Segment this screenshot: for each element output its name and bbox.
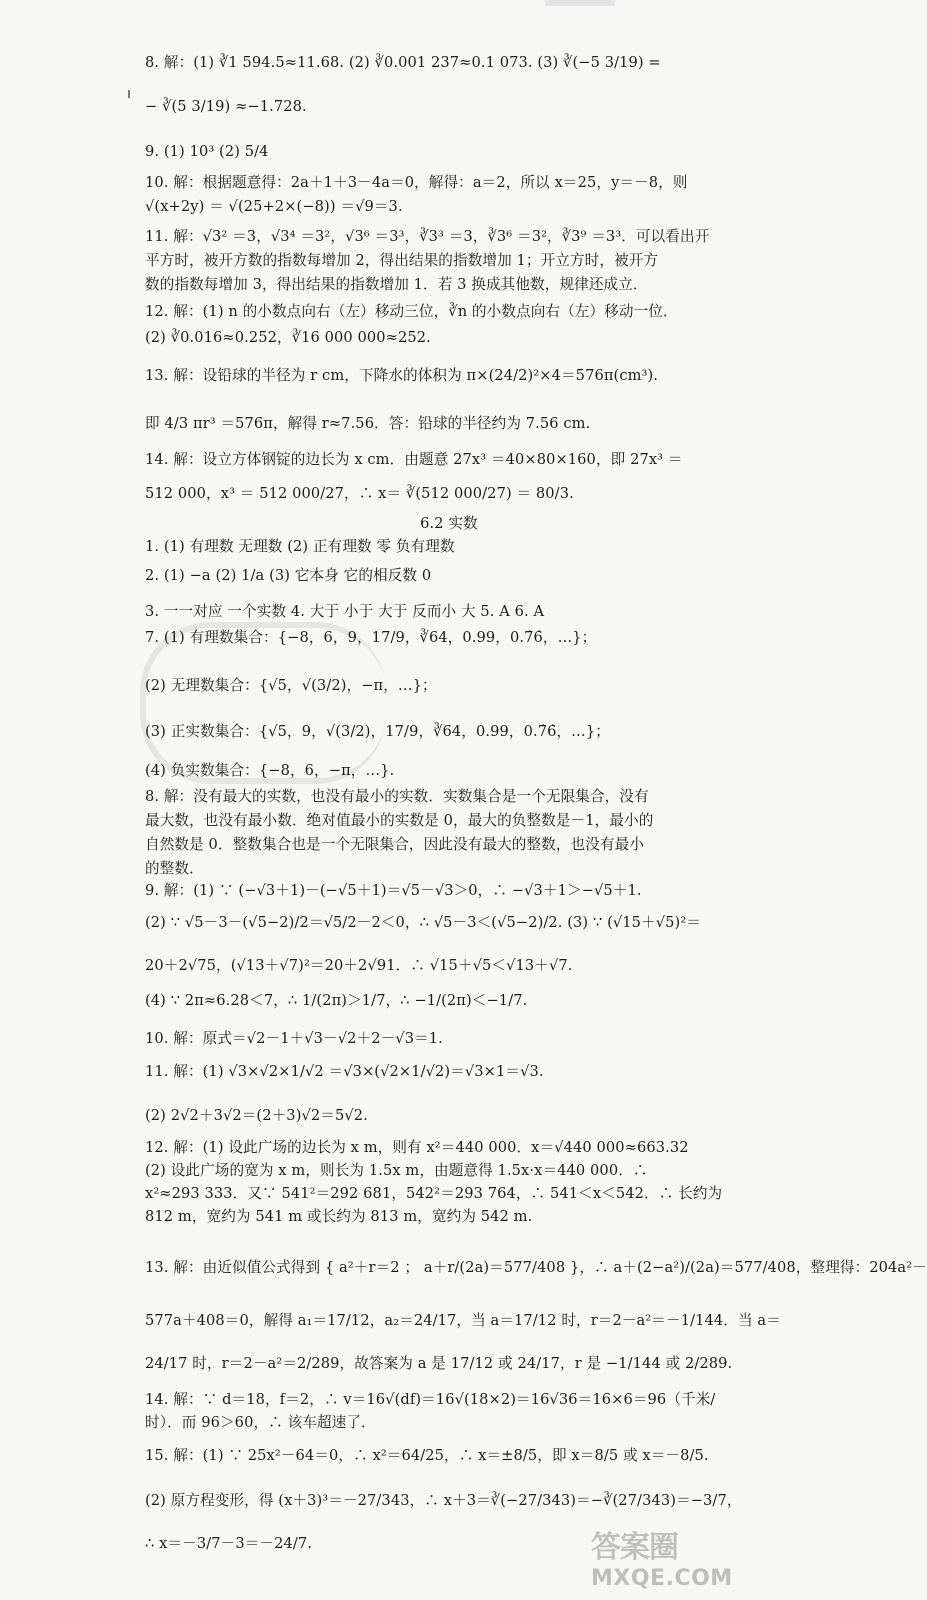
answer-line: 即 4/3 πr³ ＝576π，解得 r≈7.56．答：铅球的半径约为 7.56 cm. xyxy=(145,415,591,432)
answer-line: 577a＋408＝0，解得 a₁＝17/12，a₂＝24/17，当 a＝17/12 时，r＝2－a²＝－1/144．当 a＝ xyxy=(145,1312,781,1329)
answer-line: 的整数． xyxy=(145,860,204,877)
answer-line: √(x+2y) ＝ √(25+2×(−8)) ＝√9＝3. xyxy=(145,198,403,215)
answer-line: x²≈293 333．又∵ 541²＝292 681，542²＝293 764，∴ 541＜x＜542．∴ 长约为 xyxy=(145,1185,723,1202)
answer-line: 20＋2√75，(√13＋√7)²＝20＋2√91．∴ √15＋√5＜√13＋√7. xyxy=(145,957,573,974)
answer-line: 11. 解：(1) √3×√2×1/√2 ＝√3×(√2×1/√2)＝√3×1＝√3. xyxy=(145,1063,544,1080)
answer-line: 12. 解：(1) 设此广场的边长为 x m，则有 x²＝440 000．x＝√440 000≈663.32 xyxy=(145,1139,689,1156)
answer-line: 14. 解：∵ d＝18，f＝2，∴ v＝16√(df)＝16√(18×2)＝16√36＝16×6＝96（千米/ xyxy=(145,1391,716,1408)
answer-line: 时）．而 96＞60，∴ 该车超速了． xyxy=(145,1414,376,1431)
answer-line: 14. 解：设立方体钢锭的边长为 x cm．由题意 27x³ ＝40×80×160，即 27x³ ＝ xyxy=(145,451,683,468)
answer-line: 9. 解：(1) ∵ (−√3＋1)－(−√5＋1)＝√5－√3＞0，∴ −√3＋1＞−√5＋1. xyxy=(145,882,642,899)
answer-line: 812 m，宽约为 541 m 或长约为 813 m，宽约为 542 m. xyxy=(145,1208,533,1225)
answer-line: ∴ x＝－3/7－3＝－24/7. xyxy=(145,1535,313,1552)
answer-line: 数的指数每增加 3，得出结果的指数增加 1．若 3 换成其他数，规律还成立． xyxy=(145,276,648,293)
answer-line: 8. 解：没有最大的实数，也没有最小的实数．实数集合是一个无限集合，没有 xyxy=(145,788,649,805)
scan-edge-mark xyxy=(545,0,615,6)
answer-line: 7. (1) 有理数集合：{−8，6，9，17/9，∛64，0.99，0.7̇6̇，…}； xyxy=(145,629,597,646)
answer-line: (4) 负实数集合：{−8，6，−π，…}. xyxy=(145,762,395,779)
section-heading: 6.2 实数 xyxy=(420,515,478,532)
answer-line: 13. 解：由近似值公式得到 { a²＋r＝2 ； a＋r/(2a)＝577/408 }，∴ a＋(2−a²)/(2a)＝577/408，整理得：204a²－ xyxy=(145,1259,927,1276)
answer-line: 24/17 时，r＝2－a²＝2/289，故答案为 a 是 17/12 或 24/17，r 是 −1/144 或 2/289. xyxy=(145,1355,733,1372)
answer-line: 8. 解：(1) ∛1 594.5≈11.68. (2) ∛0.001 237≈0.1 073. (3) ∛(−5 3/19) = xyxy=(145,54,661,71)
answer-line: − ∛(5 3/19) ≈−1.728. xyxy=(145,98,307,115)
answer-line: 15. 解：(1) ∵ 25x²－64＝0，∴ x²＝64/25，∴ x＝±8/5，即 x＝8/5 或 x＝－8/5. xyxy=(145,1447,709,1464)
answer-line: (2) ∛0.016≈0.252，∛16 000 000≈252. xyxy=(145,329,431,346)
site-watermark xyxy=(591,1522,761,1591)
answer-line: 512 000，x³ ＝ 512 000/27，∴ x＝ ∛(512 000/27) ＝ 80/3. xyxy=(145,485,574,502)
answer-line: 11. 解：√3² ＝3，√3⁴ ＝3²，√3⁶ ＝3³，∛3³ ＝3，∛3⁶ ＝3²，∛3⁹ ＝3³．可以看出开 xyxy=(145,228,710,245)
watermark-logo: 答案圈 xyxy=(591,1530,678,1565)
answer-line: 1. (1) 有理数 无理数 (2) 正有理数 零 负有理数 xyxy=(145,538,455,555)
watermark-url: MXQE.COM xyxy=(591,1566,733,1591)
answer-line: (2) ∵ √5－3－(√5−2)/2＝√5/2－2＜0，∴ √5－3＜(√5−2)/2. (3) ∵ (√15＋√5)²＝ xyxy=(145,914,701,931)
answer-line: (2) 原方程变形，得 (x＋3)³＝－27/343，∴ x＋3＝∛(−27/343)＝−∛(27/343)＝−3/7， xyxy=(145,1492,742,1509)
answer-line: 9. (1) 10³ (2) 5/4 xyxy=(145,143,269,160)
answer-line: 13. 解：设铅球的半径为 r cm，下降水的体积为 π×(24/2)²×4＝576π(cm³). xyxy=(145,367,659,384)
answer-line: (2) 设此广场的宽为 x m，则长为 1.5x m，由题意得 1.5x·x＝440 000．∴ xyxy=(145,1162,648,1179)
answer-line: 12. 解：(1) n 的小数点向右（左）移动三位，∛n 的小数点向右（左）移动一位． xyxy=(145,303,678,320)
answer-line: (3) 正实数集合：{√5，9，√(3/2)，17/9，∛64，0.99，0.7̇6̇，…}； xyxy=(145,723,610,740)
margin-mark xyxy=(128,90,130,98)
answer-line: (2) 无理数集合：{√5，√(3/2)，−π，…}； xyxy=(145,677,437,694)
answer-line: (4) ∵ 2π≈6.28＜7，∴ 1/(2π)＞1/7，∴ −1/(2π)＜−1/7. xyxy=(145,992,528,1009)
answer-line: 10. 解：根据题意得：2a＋1＋3－4a＝0，解得：a＝2，所以 x＝25，y＝－8，则 xyxy=(145,174,688,191)
answer-line: 2. (1) −a (2) 1/a (3) 它本身 它的相反数 0 xyxy=(145,567,432,584)
answer-line: 自然数是 0．整数集合也是一个无限集合，因此没有最大的整数，也没有最小 xyxy=(145,836,645,853)
answer-line: (2) 2√2＋3√2＝(2＋3)√2＝5√2. xyxy=(145,1107,368,1124)
answer-line: 最大数，也没有最小数．绝对值最小的实数是 0，最大的负整数是－1，最小的 xyxy=(145,812,654,829)
answer-line: 10. 解：原式＝√2－1＋√3－√2＋2－√3＝1. xyxy=(145,1030,443,1047)
answer-line: 平方时，被开方数的指数每增加 2，得出结果的指数增加 1；开立方时，被开方 xyxy=(145,252,659,269)
answer-line: 3. 一一对应 一个实数 4. 大于 小于 大于 反而小 大 5. A 6. A xyxy=(145,603,545,620)
